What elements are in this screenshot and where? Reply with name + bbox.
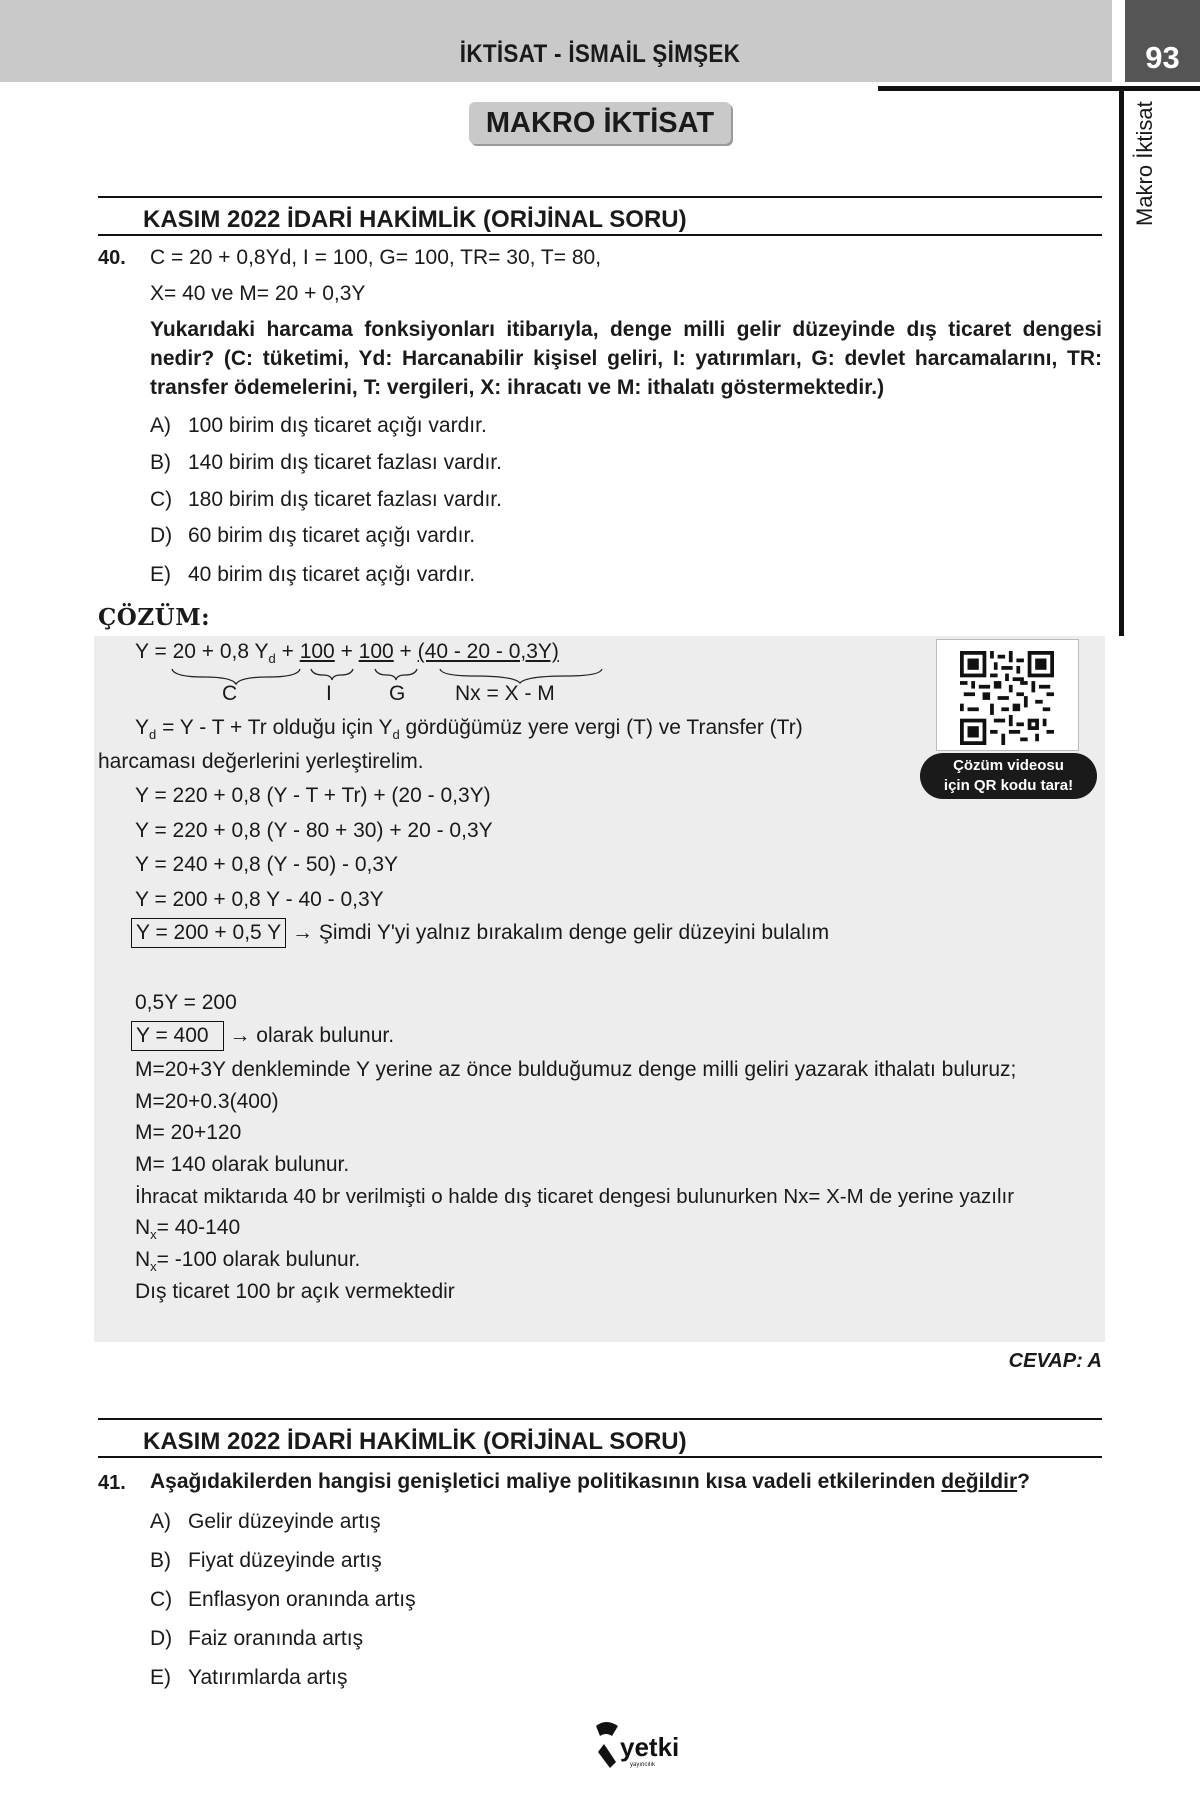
- solution-harcama-line: harcaması değerlerini yerleştirelim.: [98, 750, 424, 773]
- eq-sub-d: d: [268, 651, 276, 667]
- logo-subtext: yayıncılık: [630, 1762, 656, 1768]
- solution-step-7: [131, 1021, 394, 1051]
- solution-step-5: [131, 918, 829, 948]
- solution-yd-line: [135, 716, 803, 742]
- eq-plus: +: [275, 640, 300, 663]
- step-14-text: = -100 olarak bulunur.: [156, 1248, 361, 1271]
- option-text: 40 birim dış ticaret açığı vardır.: [188, 563, 476, 586]
- yd-text-1: = Y - T + Tr olduğu için Y: [156, 716, 393, 739]
- label-i: I: [326, 682, 332, 705]
- option-letter: D): [150, 1627, 173, 1650]
- q41-option-b[interactable]: [150, 1549, 382, 1573]
- label-g: G: [389, 682, 406, 705]
- eq-consumption-text: 20 + 0,8 Y: [172, 640, 269, 663]
- solution-step-2: Y = 220 + 0,8 (Y - 80 + 30) + 20 - 0,3Y: [135, 819, 493, 842]
- q41-option-c[interactable]: [150, 1588, 416, 1612]
- solution-label: ÇÖZÜM:: [98, 604, 211, 631]
- q41-source-title: KASIM 2022 İDARİ HAKİMLİK (ORİJİNAL SORU): [143, 1428, 687, 1455]
- qr-code-icon[interactable]: [960, 651, 1054, 745]
- solution-step-4: Y = 200 + 0,8 Y - 40 - 0,3Y: [135, 888, 384, 911]
- solution-step-13: [135, 1216, 240, 1242]
- option-letter: C): [150, 488, 173, 511]
- step-5-note: → Şimdi Y'yi yalnız bırakalım denge gelir düzeyini bulalım: [292, 921, 830, 944]
- solution-step-6: 0,5Y = 200: [135, 991, 237, 1014]
- eq-plus: +: [393, 640, 418, 663]
- solution-step-9: M=20+0.3(400): [135, 1090, 279, 1113]
- option-text: Enflasyon oranında artış: [188, 1588, 416, 1611]
- boxed-equation: Y = 200 + 0,5 Y: [131, 918, 286, 948]
- option-letter: D): [150, 524, 173, 547]
- yd-y: Y: [135, 716, 150, 739]
- option-text: Yatırımlarda artış: [188, 1666, 348, 1689]
- q41-question-part-1: Aşağıdakilerden hangisi genişletici maliye politikasının kısa vadeli etkilerinden: [150, 1470, 942, 1493]
- side-chapter-label: Makro İktisat: [1132, 101, 1157, 226]
- eq-net-exports: (40 - 20 - 0,3Y): [417, 640, 559, 663]
- qr-caption-line-1: Çözüm videosu: [953, 757, 1064, 774]
- net-exports-brace: [440, 669, 602, 683]
- q41-option-e[interactable]: [150, 1666, 348, 1690]
- page-number: 93: [1145, 40, 1180, 75]
- answer-label: CEVAP: A: [1008, 1350, 1102, 1372]
- q40-question-text: Yukarıdaki harcama fonksiyonları itibarıyla, denge milli gelir düzeyinde dış ticaret dengesi nedir? (C: tüketimi, Yd: Harcanabilir kişisel geliri, I: yatırımları, G: devlet harcamalarını, TR: transfer ödemelerini, T: vergileri, X: ihracatı ve M: ithalatı göstermektedir.): [150, 318, 1102, 399]
- q41-question-emphasis: değildir: [941, 1470, 1018, 1493]
- solution-step-3: Y = 240 + 0,8 (Y - 50) - 0,3Y: [135, 853, 399, 876]
- option-text: Gelir düzeyinde artış: [188, 1510, 381, 1533]
- q41-option-d[interactable]: [150, 1627, 363, 1651]
- n-sub: x: [150, 1227, 157, 1243]
- qr-caption-line-2: için QR kodu tara!: [943, 777, 1074, 794]
- solution-step-10: M= 20+120: [135, 1121, 242, 1144]
- investment-brace: [311, 669, 353, 680]
- option-letter: E): [150, 563, 171, 586]
- book-title: İKTİSAT - İSMAİL ŞİMŞEK: [459, 40, 741, 68]
- option-letter: A): [150, 1510, 171, 1533]
- option-letter: E): [150, 1666, 171, 1689]
- q41-question-text: [150, 1470, 1030, 1494]
- q41-number: 41.: [98, 1472, 126, 1494]
- option-letter: C): [150, 1588, 173, 1611]
- option-text: 100 birim dış ticaret açığı vardır.: [188, 414, 487, 437]
- option-letter: B): [150, 1549, 171, 1572]
- qr-caption: [920, 753, 1097, 799]
- q41-question-mark: ?: [1017, 1470, 1030, 1493]
- publisher-logo-icon: [590, 1716, 690, 1776]
- eq-government: 100: [358, 640, 394, 663]
- yd-sub: d: [149, 727, 157, 743]
- option-text: 140 birim dış ticaret fazlası vardır.: [188, 451, 502, 474]
- label-nx: Nx = X - M: [455, 682, 555, 705]
- q40-equation-2: X= 40 ve M= 20 + 0,3Y: [150, 282, 366, 305]
- step-13-text: = 40-140: [156, 1216, 241, 1239]
- q41-bottom-rule: [98, 1456, 1102, 1458]
- q41-top-rule: [98, 1418, 1102, 1420]
- section-badge: MAKRO İKTİSAT: [469, 102, 731, 144]
- yd-text-2: gördüğümüz yere vergi (T) ve Transfer (Tr): [399, 716, 803, 739]
- option-letter: B): [150, 451, 171, 474]
- q40-number: 40.: [98, 247, 126, 269]
- option-text: 180 birim dış ticaret fazlası vardır.: [188, 488, 502, 511]
- q41-option-a[interactable]: [150, 1510, 381, 1534]
- solution-step-11: M= 140 olarak bulunur.: [135, 1153, 350, 1176]
- step-7-note: → olarak bulunur.: [229, 1024, 395, 1047]
- n-letter: N: [135, 1216, 151, 1239]
- solution-step-1: Y = 220 + 0,8 (Y - T + Tr) + (20 - 0,3Y): [135, 784, 491, 807]
- eq-y: Y =: [135, 640, 173, 663]
- solution-step-12: İhracat miktarıda 40 br verilmişti o halde dış ticaret dengesi bulunurken Nx= X-M de yerine yazılır: [135, 1185, 1015, 1208]
- option-text: Fiyat düzeyinde artış: [188, 1549, 382, 1572]
- solution-step-8: M=20+3Y denkleminde Y yerine az önce bulduğumuz denge milli geliri yazarak ithalatı buluruz;: [135, 1058, 1017, 1081]
- option-text: Faiz oranında artış: [188, 1627, 364, 1650]
- logo-text: yetki: [620, 1732, 680, 1762]
- solution-step-15: Dış ticaret 100 br açık vermektedir: [135, 1280, 455, 1303]
- n-letter: N: [135, 1248, 151, 1271]
- boxed-result: Y = 400: [131, 1021, 224, 1051]
- eq-investment: 100: [299, 640, 335, 663]
- q40-source-title: KASIM 2022 İDARİ HAKİMLİK (ORİJİNAL SORU): [143, 206, 687, 233]
- option-letter: A): [150, 414, 171, 437]
- option-text: 60 birim dış ticaret açığı vardır.: [188, 524, 476, 547]
- solution-step-14: [135, 1248, 360, 1274]
- government-brace: [375, 669, 417, 680]
- label-c: C: [222, 682, 238, 705]
- yd-sub-2: d: [392, 727, 400, 743]
- eq-plus: +: [334, 640, 359, 663]
- q40-equation-1: C = 20 + 0,8Yd, I = 100, G= 100, TR= 30, T= 80,: [150, 246, 602, 269]
- n-sub: x: [150, 1259, 157, 1275]
